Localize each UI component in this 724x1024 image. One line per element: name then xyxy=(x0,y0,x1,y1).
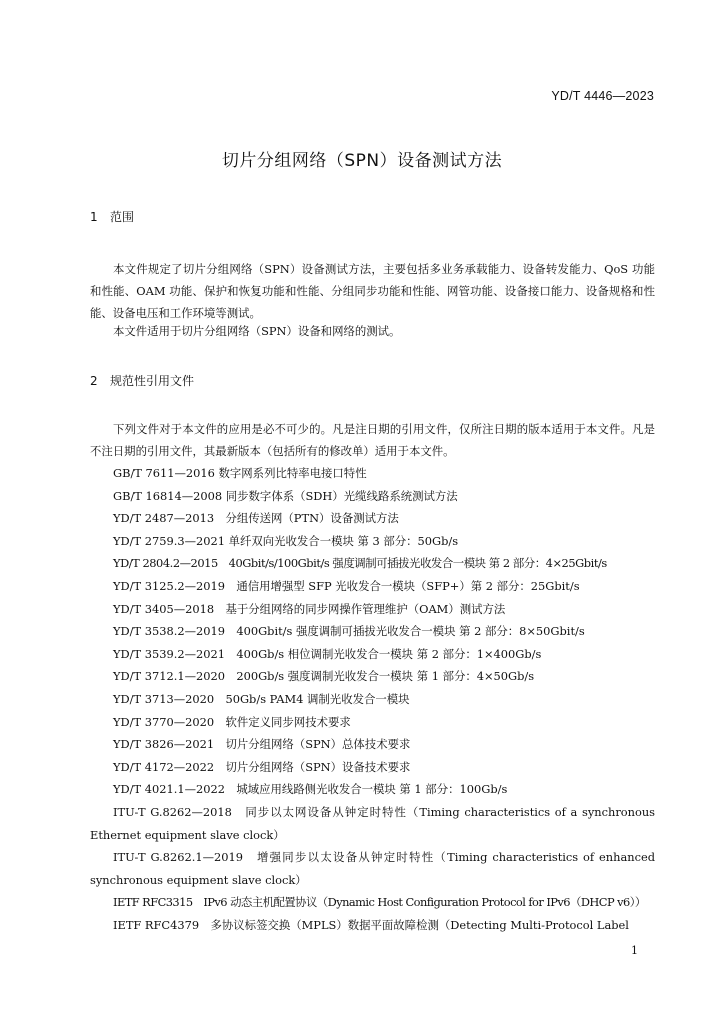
reference-item: GB/T 7611—2016 数字网系列比特率电接口特性 xyxy=(113,466,367,480)
reference-item: ITU-T G.8262—2018 同步以太网设备从钟定时特性（Timing characteristics of a synchronous Ethernet equipment slave clock） xyxy=(90,804,655,842)
reference-item: ITU-T G.8262.1—2019 增强同步以太设备从钟定时特性（Timing characteristics of enhanced synchronous equipment slave clock） xyxy=(90,850,655,887)
reference-item: IETF RFC3315 IPv6 动态主机配置协议（Dynamic Host Configuration Protocol for IPv6（DHCP v6）） xyxy=(113,895,646,910)
reference-item: YD/T 3538.2—2019 400Gbit/s 强度调制可插拔光收发合一模块 第 2 部分：8×50Gbit/s xyxy=(113,624,585,639)
references-intro: 下列文件对于本文件的应用是必不可少的。凡是注日期的引用文件，仅所注日期的版本适用于本文件。凡是不注日期的引用文件，其最新版本（包括所有的修改单）适用于本文件。 xyxy=(90,422,655,458)
standard-number: YD/T 4446—2023 xyxy=(551,89,654,103)
section-1-title: 范围 xyxy=(110,210,135,224)
reference-item: YD/T 3712.1—2020 200Gb/s 强度调制光收发合一模块 第 1 部分：4×50Gb/s xyxy=(113,669,535,684)
section-1-heading xyxy=(90,208,134,225)
scope-paragraph-1: 本文件规定了切片分组网络（SPN）设备测试方法，主要包括多业务承载能力、设备转发能力、QoS 功能和性能、OAM 功能、保护和恢复功能和性能、分组同步功能和性能、网管功能、设备接口能力、设备规格和性能、设备电压和工作环境等测试。 xyxy=(90,262,655,320)
scope-paragraph-2: 本文件适用于切片分组网络（SPN）设备和网络的测试。 xyxy=(113,324,401,338)
reference-item: GB/T 16814—2008 同步数字体系（SDH）光缆线路系统测试方法 xyxy=(113,488,458,503)
reference-item: YD/T 2804.2—2015 40Gbit/s/100Gbit/s 强度调制可插拔光收发合一模块 第 2 部分：4×25Gbit/s xyxy=(113,556,607,571)
reference-item: YD/T 3770—2020 软件定义同步网技术要求 xyxy=(113,714,351,729)
page-number: 1 xyxy=(631,944,638,957)
reference-item: YD/T 4172—2022 切片分组网络（SPN）设备技术要求 xyxy=(113,759,411,774)
reference-item: YD/T 2487—2013 分组传送网（PTN）设备测试方法 xyxy=(113,511,399,526)
reference-list xyxy=(90,462,655,936)
reference-item: YD/T 4021.1—2022 城域应用线路侧光收发合一模块 第 1 部分：100Gb/s xyxy=(113,782,508,797)
reference-item: YD/T 3125.2—2019 通信用增强型 SFP 光收发合一模块（SFP+）第 2 部分：25Gbit/s xyxy=(113,578,580,593)
reference-item: IETF RFC4379 多协议标签交换（MPLS）数据平面故障检测（Detecting Multi-Protocol Label xyxy=(113,917,629,932)
reference-item: YD/T 3713—2020 50Gb/s PAM4 调制光收发合一模块 xyxy=(113,691,410,706)
reference-item: YD/T 2759.3—2021 单纤双向光收发合一模块 第 3 部分：50Gb/s xyxy=(113,533,459,548)
document-title: 切片分组网络（SPN）设备测试方法 xyxy=(221,151,503,171)
reference-item: YD/T 3405—2018 基于分组网络的同步网操作管理维护（OAM）测试方法 xyxy=(113,601,506,616)
section-2-heading xyxy=(90,372,194,389)
section-1-number: 1 xyxy=(90,210,98,224)
section-2-title: 规范性引用文件 xyxy=(110,374,195,388)
reference-item: YD/T 3539.2—2021 400Gb/s 相位调制光收发合一模块 第 2 部分：1×400Gb/s xyxy=(113,646,542,661)
reference-item: YD/T 3826—2021 切片分组网络（SPN）总体技术要求 xyxy=(113,737,411,752)
section-2-number: 2 xyxy=(90,374,98,388)
